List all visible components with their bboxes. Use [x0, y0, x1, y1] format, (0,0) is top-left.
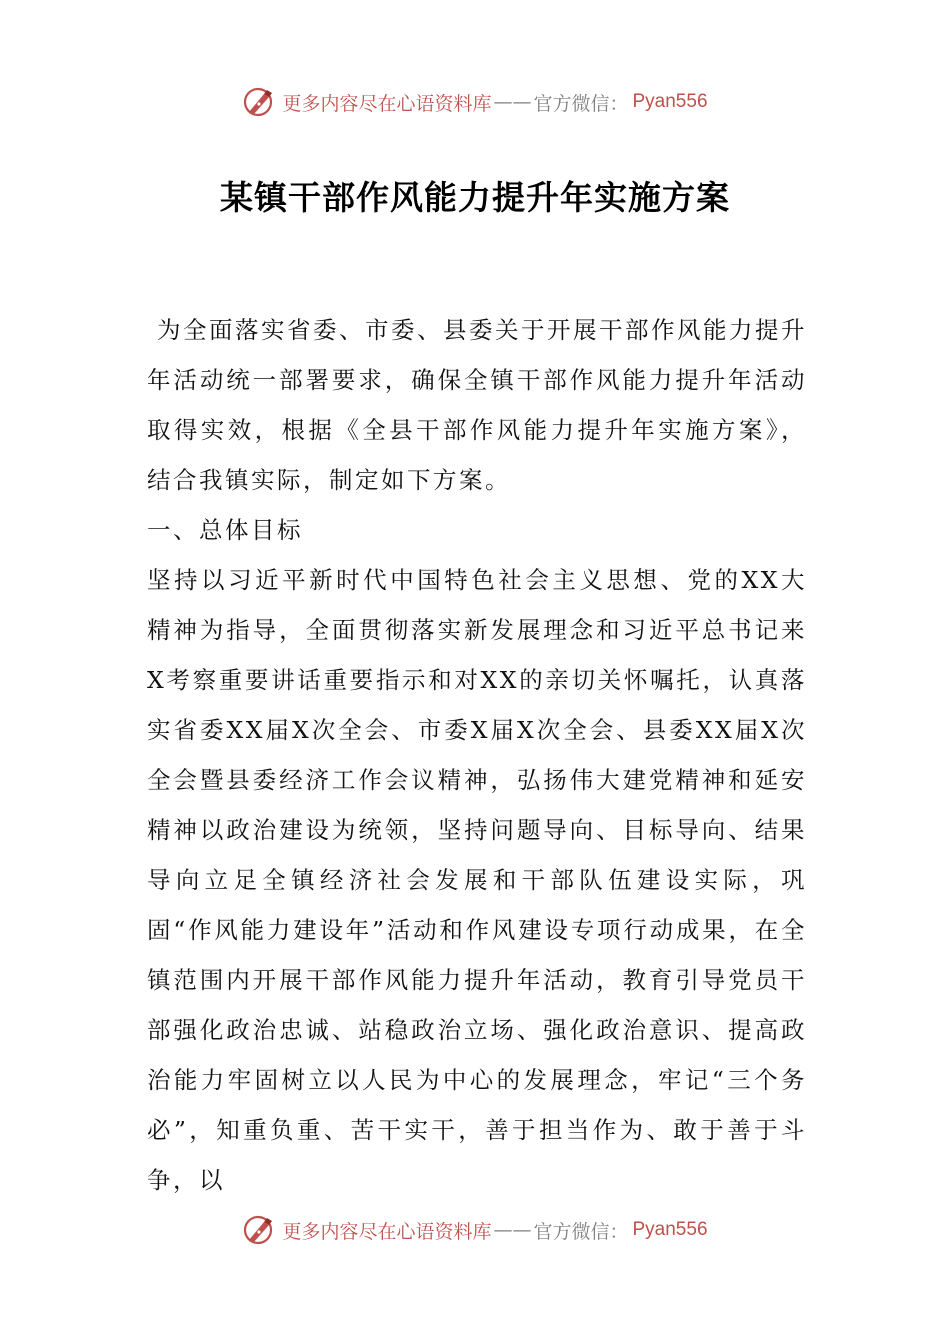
banner-dash: —— [493, 1219, 532, 1241]
banner-wechat-label: 官方微信： [533, 92, 629, 115]
section-paragraph: 坚持以习近平新时代中国特色社会主义思想、党的XX大精神为指导，全面贯彻落实新发展理念和习近平总书记来X考察重要讲话重要指示和对XX的亲切关怀嘱托，认真落实省委XX届X次全会、市委X届X次全会、县委XX届X次全会暨县委经济工作会议精神，弘扬伟大建党精神和延安精神以政治建设为统领，坚持问题导向、目标导向、结果导向立足全镇经济社会发展和干部队伍建设实际，巩固“作风能力建设年”活动和作风建设专项行动成果，在全镇范围内开展干部作风能力提升年活动，教育引导党员干部强化政治忠诚、站稳政治立场、强化政治意识、提高政治能力牢固树立以人民为中心的发展理念，牢记“三个务必”，知重负重、苦干实干，善于担当作为、敢于善于斗争，以 [147, 566, 807, 1194]
pen-nib-logo-icon [242, 1213, 276, 1247]
section-heading: 一、总体目标 [147, 516, 303, 544]
pen-nib-logo-icon [242, 85, 276, 119]
document-title: 某镇干部作风能力提升年实施方案 [220, 178, 730, 217]
document-body [147, 305, 807, 1205]
footer-banner [0, 1208, 950, 1252]
banner-wechat-id: Pyan556 [632, 91, 708, 112]
banner-dash: —— [493, 91, 532, 113]
banner-site-text: 更多内容尽在心语资料库 [282, 92, 492, 115]
banner-site-text: 更多内容尽在心语资料库 [282, 1220, 492, 1243]
banner-wechat-id: Pyan556 [632, 1219, 708, 1240]
intro-paragraph: 为全面落实省委、市委、县委关于开展干部作风能力提升年活动统一部署要求，确保全镇干部作风能力提升年活动取得实效，根据《全县干部作风能力提升年实施方案》，结合我镇实际，制定如下方案。 [147, 316, 807, 494]
banner-wechat-label: 官方微信： [533, 1220, 629, 1243]
header-banner [0, 80, 950, 124]
